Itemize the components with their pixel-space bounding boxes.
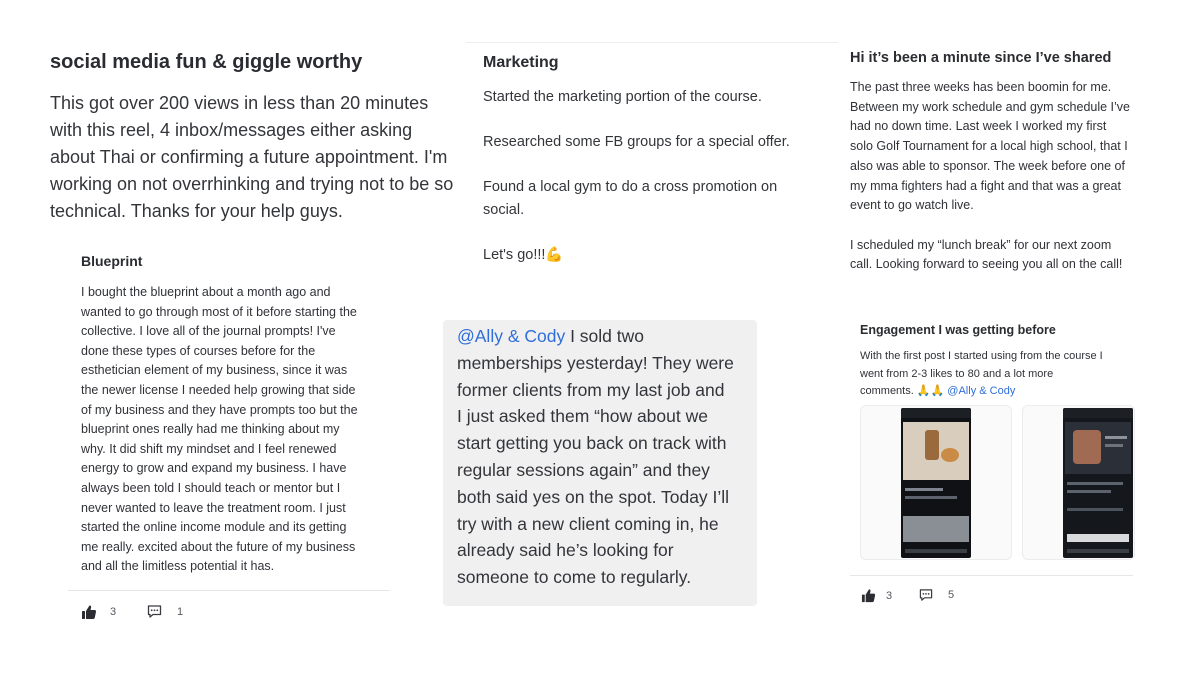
update-post-title: Hi it’s been a minute since I’ve shared xyxy=(850,50,1112,66)
divider xyxy=(850,575,1133,576)
update-post-body: The past three weeks has been boomin for me. Between my work schedule and gym schedule I’ve had no down time. Last week I worked my first solo Golf Tournament for a local high school, that I also was able to sponsor. The week before one of my mma fighters had a fight and that was a great event to go watch live. I scheduled my “lunch break” for our next zoom call. Looking forward to seeing you all on the call! xyxy=(850,80,1131,272)
comment-bubble-icon xyxy=(147,604,162,619)
like-button[interactable] xyxy=(81,604,116,620)
post-body: This got over 200 views in less than 20 minutes with this reel, 4 inbox/messages either asking about Thai or confirming a future appointment. I'm working on not overrhinking and trying not to be so technical. Thanks for your help guys. xyxy=(50,93,454,221)
marketing-line: Let's go!!!💪 xyxy=(483,246,564,263)
blueprint-post-body: I bought the blueprint about a month ago and wanted to go through most of it before starting the collective. I love all of the journal prompts! I've done these types of courses before for the esthetician element of my business, since it was the newer license I needed help growing that side of my business and they have prompts too but the blueprint ones really had me thinking about my why. It did shift my mindset and I feel renewed energy to grow and expand my business. I have always been told I should teach or mentor but I never wanted to leave the treatment room. I just started the online income module and its getting me really. excited about the future of my business and all the limitless potential it has. xyxy=(81,285,358,574)
engagement-text: With the first post I started using from the course I went from 2-3 likes to 80 and a lot more comments. 🙏🙏 xyxy=(860,350,1103,397)
attachment-image[interactable] xyxy=(1022,405,1135,560)
comment-button[interactable] xyxy=(147,604,183,619)
engagement-post-body xyxy=(860,348,1135,401)
phone-screenshot xyxy=(1063,408,1133,558)
post-title: social media fun & giggle worthy xyxy=(50,51,363,73)
comment-button[interactable] xyxy=(919,588,954,602)
like-count: 3 xyxy=(886,589,893,602)
engagement-post-title: Engagement I was getting before xyxy=(860,323,1056,337)
like-button[interactable] xyxy=(861,588,892,603)
divider xyxy=(68,590,390,591)
marketing-line: Started the marketing portion of the course. xyxy=(483,89,762,105)
marketing-line: Researched some FB groups for a special offer. xyxy=(483,134,790,150)
message-body xyxy=(457,323,753,591)
mention-link[interactable]: @Ally & Cody xyxy=(947,385,1016,397)
mention-link[interactable]: @Ally & Cody xyxy=(457,326,566,346)
attachment-image[interactable] xyxy=(860,405,1012,560)
marketing-post-body xyxy=(483,86,828,266)
comment-count: 1 xyxy=(177,605,184,618)
message-text: I sold two memberships yesterday! They were former clients from my last job and I just asked them “how about we start getting you back on track with regular sessions again” and they both said yes on the spot. Today I’ll try with a new client coming in, he already said he’s looking for someone to come to regularly. xyxy=(457,326,734,588)
blueprint-post-title: Blueprint xyxy=(81,253,143,269)
thumbs-up-icon xyxy=(861,588,876,603)
marketing-line: Found a local gym to do a cross promotion on social. xyxy=(483,179,778,218)
comment-bubble-icon xyxy=(919,588,933,602)
marketing-post-title: Marketing xyxy=(483,54,559,71)
divider xyxy=(466,42,838,43)
comment-count: 5 xyxy=(948,589,955,601)
phone-screenshot xyxy=(901,408,971,558)
thumbs-up-icon xyxy=(81,604,97,620)
like-count: 3 xyxy=(110,606,117,618)
